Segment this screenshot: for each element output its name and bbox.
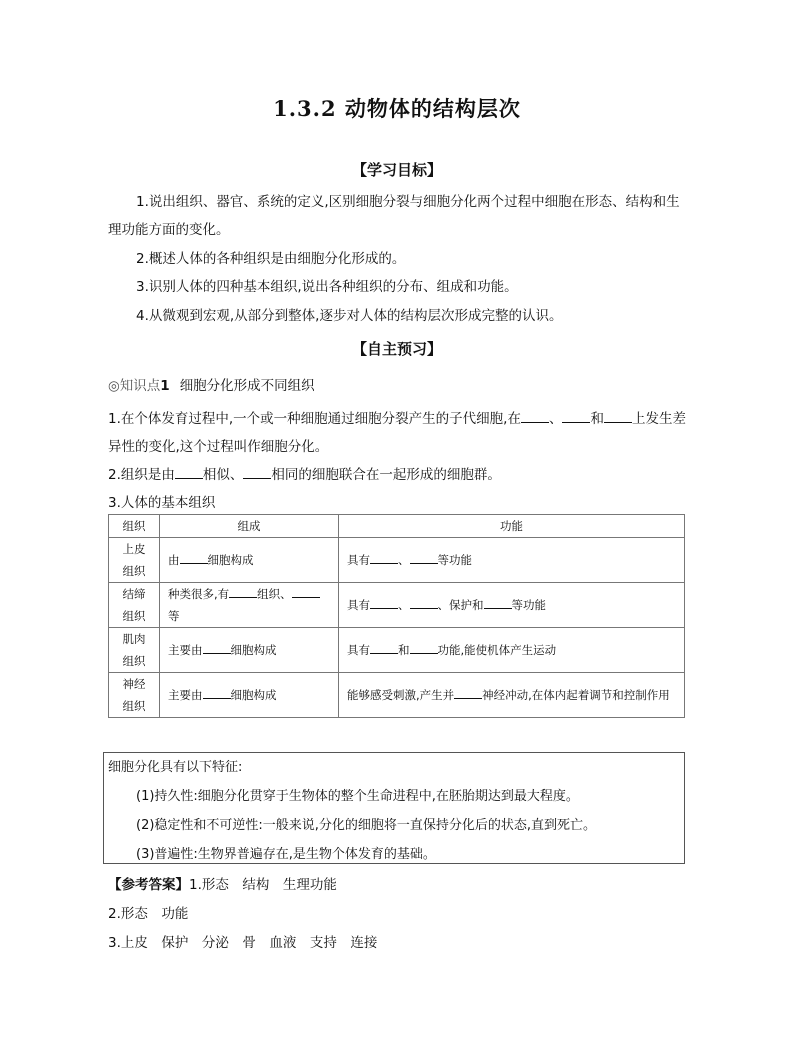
fill-blank xyxy=(229,585,257,598)
feature-item: (2)稳定性和不可逆性:一般来说,分化的细胞将一直保持分化后的状态,直到死亡。 xyxy=(136,818,597,833)
table-header: 功能 xyxy=(339,515,685,538)
tissue-name: 上皮组织 xyxy=(109,538,160,583)
learning-goals-heading: 【学习目标】 xyxy=(351,161,442,179)
table-row xyxy=(109,538,685,583)
knowledge-point-number: 1 xyxy=(160,378,170,394)
knowledge-point-mark: ◎知识点 xyxy=(108,378,161,394)
fill-blank xyxy=(203,641,231,654)
answers-label: 【参考答案】 xyxy=(108,877,189,893)
reference-answers xyxy=(108,871,377,958)
goal-item: 1.说出组织、器官、系统的定义,区别细胞分裂与细胞分化两个过程中细胞在形态、结构和生理功能方面的变化。 xyxy=(108,194,680,238)
table-row xyxy=(109,583,685,628)
fill-blank xyxy=(562,410,590,423)
feature-item: (3)普遍性:生物界普遍存在,是生物个体发育的基础。 xyxy=(136,847,436,862)
fill-blank xyxy=(410,596,438,609)
tissue-composition: 由 细胞构成 xyxy=(160,538,339,583)
tissue-function: 具有 、 、保护和 等功能 xyxy=(339,583,685,628)
fill-blank xyxy=(203,686,231,699)
knowledge-point-heading xyxy=(108,374,315,394)
fill-blank xyxy=(370,641,398,654)
fill-blank xyxy=(410,551,438,564)
goal-item: 3.识别人体的四种基本组织,说出各种组织的分布、组成和功能。 xyxy=(136,279,518,295)
fill-blank xyxy=(292,585,320,598)
features-box xyxy=(103,752,685,864)
tissue-composition: 主要由 细胞构成 xyxy=(160,673,339,718)
tissue-composition: 种类很多,有 组织、等 xyxy=(160,583,339,628)
tissue-table xyxy=(108,514,685,718)
fill-blank xyxy=(454,686,482,699)
tissue-composition: 主要由 细胞构成 xyxy=(160,628,339,673)
tissue-name: 肌肉组织 xyxy=(109,628,160,673)
fill-blank xyxy=(410,641,438,654)
question-3: 3.人体的基本组织 xyxy=(108,495,216,511)
table-row xyxy=(109,628,685,673)
fill-blank xyxy=(370,596,398,609)
answer-line: 【参考答案】1.形态 结构 生理功能 xyxy=(108,877,337,893)
goal-item: 2.概述人体的各种组织是由细胞分化形成的。 xyxy=(136,251,406,267)
tissue-function: 具有 、 等功能 xyxy=(339,538,685,583)
question-2: 2.组织是由 相似、 相同的细胞联合在一起形成的细胞群。 xyxy=(108,467,501,483)
tissue-name: 结缔组织 xyxy=(109,583,160,628)
fill-blank xyxy=(175,466,203,479)
table-row xyxy=(109,673,685,718)
answer-line: 2.形态 功能 xyxy=(108,906,189,922)
page-title: 1.3.2 动物体的结构层次 xyxy=(273,96,521,121)
fill-blank xyxy=(604,410,632,423)
feature-item: (1)持久性:细胞分化贯穿于生物体的整个生命进程中,在胚胎期达到最大程度。 xyxy=(136,789,579,804)
answer-line: 3.上皮 保护 分泌 骨 血液 支持 连接 xyxy=(108,935,378,951)
fill-blank xyxy=(243,466,271,479)
question-1: 1.在个体发育过程中,一个或一种细胞通过细胞分裂产生的子代细胞,在 、 和 上发生差异性的变化,这个过程叫作细胞分化。 xyxy=(108,411,686,455)
fill-blank xyxy=(484,596,512,609)
fill-blank xyxy=(370,551,398,564)
fill-blank xyxy=(180,551,208,564)
table-header: 组织 xyxy=(109,515,160,538)
tissue-function: 具有 和 功能,能使机体产生运动 xyxy=(339,628,685,673)
tissue-function: 能够感受刺激,产生并 神经冲动,在体内起着调节和控制作用 xyxy=(339,673,685,718)
tissue-name: 神经组织 xyxy=(109,673,160,718)
self-study-heading: 【自主预习】 xyxy=(351,340,442,358)
table-header: 组成 xyxy=(160,515,339,538)
table-header-row xyxy=(109,515,685,538)
knowledge-point-text: 细胞分化形成不同组织 xyxy=(179,378,315,394)
goal-item: 4.从微观到宏观,从部分到整体,逐步对人体的结构层次形成完整的认识。 xyxy=(136,308,563,324)
features-intro: 细胞分化具有以下特征: xyxy=(108,760,243,775)
fill-blank xyxy=(521,410,549,423)
